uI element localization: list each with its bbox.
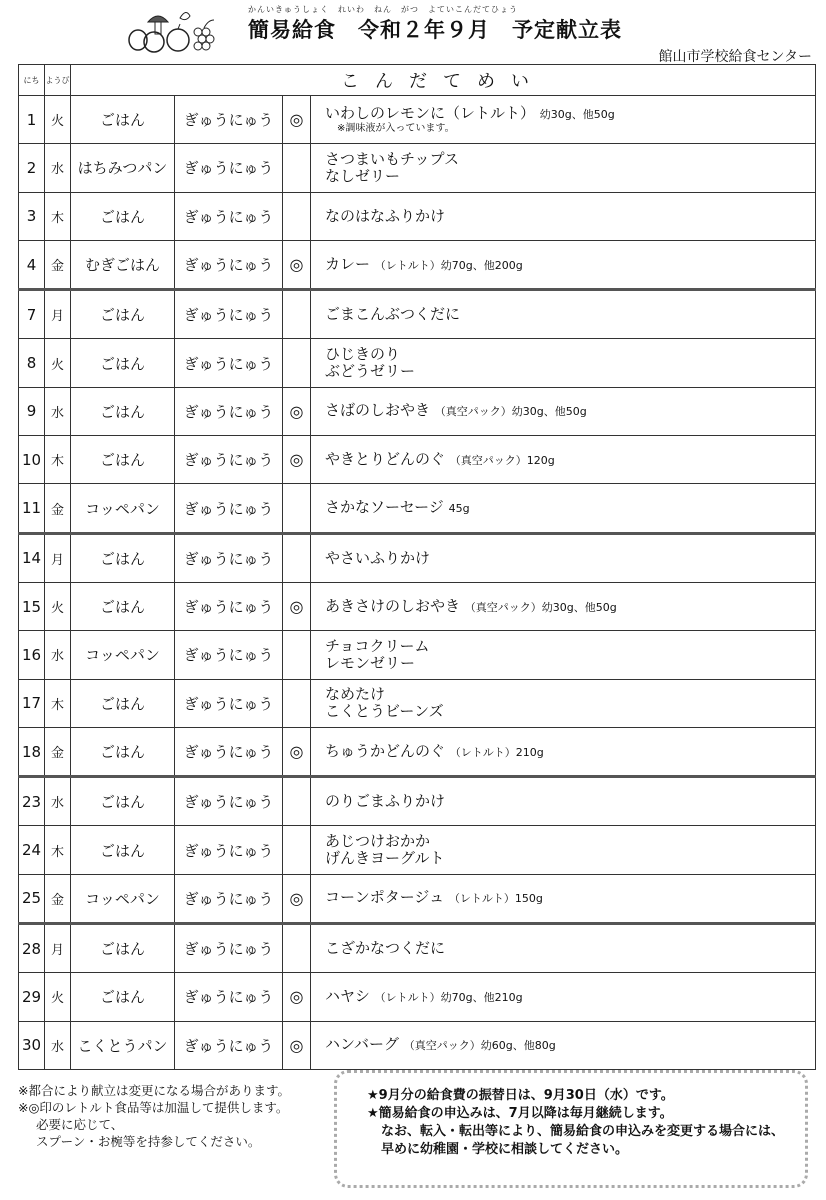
- weekday-cell: 木: [45, 826, 71, 874]
- dish-cell: [311, 436, 816, 484]
- dish-cell: [311, 96, 816, 144]
- milk-cell: ぎゅうにゅう: [175, 924, 283, 973]
- day-cell: 8: [19, 339, 45, 387]
- heated-mark-cell: ◎: [283, 874, 311, 923]
- day-cell: 10: [19, 436, 45, 484]
- dish-name: ごまこんぶつくだに: [325, 305, 461, 324]
- table-row: [19, 240, 816, 289]
- dish-name-secondary: ぶどうゼリー: [325, 362, 416, 381]
- staple-cell: コッペパン: [71, 484, 175, 533]
- dish-cell: [311, 973, 816, 1021]
- milk-cell: ぎゅうにゅう: [175, 631, 283, 679]
- table-row: [19, 339, 816, 387]
- milk-cell: ぎゅうにゅう: [175, 144, 283, 192]
- weekday-cell: 水: [45, 1021, 71, 1069]
- staple-cell: ごはん: [71, 777, 175, 826]
- dish-name: なのはなふりかけ: [325, 206, 446, 225]
- dish-cell: [311, 679, 816, 727]
- title-ruby: かんいきゅうしょく れいわ ねん がつ よていこんだてひょう: [248, 5, 518, 14]
- weekday-cell: 月: [45, 924, 71, 973]
- dish-line: [325, 889, 815, 907]
- day-cell: 4: [19, 240, 45, 289]
- dish-name: のりごまふりかけ: [325, 792, 446, 811]
- day-cell: 29: [19, 973, 45, 1021]
- staple-cell: むぎごはん: [71, 240, 175, 289]
- dish-cell: [311, 874, 816, 923]
- staple-cell: ごはん: [71, 973, 175, 1021]
- staple-cell: コッペパン: [71, 874, 175, 923]
- table-row: [19, 973, 816, 1021]
- heated-mark-cell: ◎: [283, 973, 311, 1021]
- menu-table: [18, 64, 816, 1070]
- dish-line: [325, 451, 815, 469]
- dish-cell: [311, 192, 816, 240]
- dish-line: [325, 499, 815, 517]
- dish-line: [325, 105, 815, 123]
- weekday-cell: 水: [45, 631, 71, 679]
- heated-mark-cell: ◎: [283, 240, 311, 289]
- milk-cell: ぎゅうにゅう: [175, 973, 283, 1021]
- staple-cell: ごはん: [71, 339, 175, 387]
- staple-cell: ごはん: [71, 826, 175, 874]
- milk-cell: ぎゅうにゅう: [175, 777, 283, 826]
- staple-cell: ごはん: [71, 679, 175, 727]
- weekday-cell: 月: [45, 533, 71, 582]
- heated-mark-cell: ◎: [283, 96, 311, 144]
- staple-cell: ごはん: [71, 533, 175, 582]
- dish-cell: [311, 777, 816, 826]
- milk-cell: ぎゅうにゅう: [175, 192, 283, 240]
- heated-mark-cell: [283, 826, 311, 874]
- staple-cell: こくとうパン: [71, 1021, 175, 1069]
- weekday-cell: 水: [45, 777, 71, 826]
- dish-cell: [311, 533, 816, 582]
- center-name: 館山市学校給食センター: [658, 49, 812, 65]
- dish-note: （真空パック）幼60g、他80g: [403, 1039, 556, 1053]
- milk-cell: ぎゅうにゅう: [175, 240, 283, 289]
- dish-cell: [311, 582, 816, 630]
- heated-mark-cell: [283, 144, 311, 192]
- notice-line: ★9月分の給食費の振替日は、9月30日（水）です。: [367, 1088, 674, 1103]
- dish-name: コーンポタージュ: [325, 888, 445, 907]
- day-cell: 18: [19, 727, 45, 776]
- weekday-cell: 火: [45, 582, 71, 630]
- dish-cell: [311, 924, 816, 973]
- heated-mark-cell: [283, 924, 311, 973]
- weekday-cell: 木: [45, 192, 71, 240]
- heated-mark-cell: [283, 631, 311, 679]
- milk-cell: ぎゅうにゅう: [175, 1021, 283, 1069]
- table-row: [19, 387, 816, 435]
- dish-name: やさいふりかけ: [325, 548, 431, 567]
- table-row: [19, 826, 816, 874]
- table-row: [19, 96, 816, 144]
- dish-line: [325, 306, 815, 323]
- dish-line: [325, 208, 815, 225]
- weekday-cell: 水: [45, 387, 71, 435]
- dish-name: さかなソーセージ: [325, 498, 444, 517]
- heated-mark-cell: [283, 484, 311, 533]
- weekday-cell: 火: [45, 96, 71, 144]
- dish-name-secondary: こくとうビーンズ: [325, 702, 444, 721]
- weekday-cell: 金: [45, 874, 71, 923]
- heated-mark-cell: ◎: [283, 582, 311, 630]
- milk-cell: ぎゅうにゅう: [175, 290, 283, 339]
- dish-cell: [311, 1021, 816, 1069]
- heated-mark-cell: [283, 192, 311, 240]
- table-row: [19, 192, 816, 240]
- staple-cell: ごはん: [71, 192, 175, 240]
- dish-line: [325, 256, 815, 274]
- heated-mark-cell: [283, 339, 311, 387]
- day-cell: 9: [19, 387, 45, 435]
- table-row: [19, 484, 816, 533]
- dish-note: （レトルト）210g: [449, 745, 544, 759]
- dish-name-secondary: げんきヨーグルト: [325, 849, 445, 868]
- dish-sub-note: ※調味液が入っています。: [337, 123, 455, 135]
- table-row: [19, 144, 816, 192]
- dish-note: 幼30g、他50g: [539, 108, 615, 122]
- dish-line: [325, 151, 815, 168]
- dish-line: [325, 743, 815, 761]
- staple-cell: ごはん: [71, 96, 175, 144]
- heated-mark-cell: [283, 777, 311, 826]
- notice-box: [334, 1070, 808, 1188]
- dish-note: （レトルト）幼70g、他200g: [374, 258, 523, 272]
- table-row: [19, 727, 816, 776]
- day-cell: 2: [19, 144, 45, 192]
- weekday-cell: 木: [45, 679, 71, 727]
- weekday-cell: 月: [45, 290, 71, 339]
- table-row: [19, 631, 816, 679]
- staple-cell: ごはん: [71, 387, 175, 435]
- dish-line: [325, 793, 815, 810]
- notice-line: 早めに幼稚園・学校に相談してください。: [381, 1142, 629, 1157]
- dish-note: （真空パック）120g: [449, 453, 555, 467]
- note-line: スプーン・お椀等を持参してください。: [36, 1134, 261, 1149]
- dish-name: いわしのレモンに（レトルト）: [325, 104, 536, 123]
- table-row: [19, 1021, 816, 1069]
- milk-cell: ぎゅうにゅう: [175, 436, 283, 484]
- staple-cell: ごはん: [71, 436, 175, 484]
- weekday-cell: 金: [45, 484, 71, 533]
- staple-cell: ごはん: [71, 924, 175, 973]
- weekday-cell: 水: [45, 144, 71, 192]
- vegetables-illustration-icon: [128, 2, 218, 54]
- note-line: ※都合により献立は変更になる場合があります。: [18, 1083, 290, 1098]
- dish-name: さつまいもチップス: [325, 149, 459, 168]
- day-cell: 28: [19, 924, 45, 973]
- heated-mark-cell: ◎: [283, 387, 311, 435]
- dish-note: （レトルト）幼70g、他210g: [374, 990, 523, 1004]
- milk-cell: ぎゅうにゅう: [175, 679, 283, 727]
- milk-cell: ぎゅうにゅう: [175, 484, 283, 533]
- page-header: [0, 0, 826, 66]
- dish-name: ハンバーグ: [325, 1035, 399, 1054]
- heated-mark-cell: [283, 533, 311, 582]
- dish-name: あきさけのしおやき: [325, 596, 461, 615]
- weekday-cell: 火: [45, 973, 71, 1021]
- staple-cell: コッペパン: [71, 631, 175, 679]
- day-cell: 25: [19, 874, 45, 923]
- dish-name: さばのしおやき: [325, 401, 431, 420]
- staple-cell: ごはん: [71, 290, 175, 339]
- note-line: ※◎印のレトルト食品等は加温して提供します。: [18, 1100, 289, 1115]
- dish-name: カレー: [325, 254, 371, 273]
- day-cell: 7: [19, 290, 45, 339]
- dish-name: あじつけおかか: [325, 832, 431, 851]
- day-cell: 3: [19, 192, 45, 240]
- dow-header: ようび: [45, 65, 71, 96]
- milk-cell: ぎゅうにゅう: [175, 96, 283, 144]
- dish-cell: [311, 484, 816, 533]
- milk-cell: ぎゅうにゅう: [175, 339, 283, 387]
- dish-note: 45g: [448, 502, 470, 516]
- day-cell: 1: [19, 96, 45, 144]
- dish-note: （真空パック）幼30g、他50g: [464, 600, 617, 614]
- day-cell: 16: [19, 631, 45, 679]
- dish-cell: [311, 240, 816, 289]
- dish-line: [325, 940, 815, 957]
- dish-cell: [311, 339, 816, 387]
- dish-line: [325, 638, 815, 655]
- dish-name: やきとりどんのぐ: [325, 449, 446, 468]
- table-row: [19, 436, 816, 484]
- dish-cell: [311, 631, 816, 679]
- dish-name: チョコクリーム: [325, 636, 430, 655]
- table-row: [19, 533, 816, 582]
- dish-name-secondary: なしゼリー: [325, 166, 401, 185]
- staple-cell: ごはん: [71, 727, 175, 776]
- dish-name: なめたけ: [325, 685, 386, 704]
- table-row: [19, 290, 816, 339]
- day-cell: 24: [19, 826, 45, 874]
- milk-cell: ぎゅうにゅう: [175, 387, 283, 435]
- dish-note: （真空パック）幼30g、他50g: [434, 405, 587, 419]
- milk-cell: ぎゅうにゅう: [175, 826, 283, 874]
- dish-cell: [311, 290, 816, 339]
- dish-line: [325, 988, 815, 1006]
- dish-note: （レトルト）150g: [448, 892, 543, 906]
- milk-cell: ぎゅうにゅう: [175, 727, 283, 776]
- dish-cell: [311, 826, 816, 874]
- day-cell: 15: [19, 582, 45, 630]
- day-cell: 11: [19, 484, 45, 533]
- dish-name: ちゅうかどんのぐ: [325, 741, 446, 760]
- dish-name: ハヤシ: [325, 986, 370, 1005]
- day-cell: 17: [19, 679, 45, 727]
- table-row: [19, 777, 816, 826]
- dish-line: [325, 686, 815, 703]
- dish-line: [325, 346, 815, 363]
- dish-line: [325, 1036, 815, 1054]
- table-row: [19, 679, 816, 727]
- weekday-cell: 木: [45, 436, 71, 484]
- dish-name: ひじきのり: [325, 345, 401, 364]
- dish-line: [325, 402, 815, 420]
- heated-mark-cell: [283, 290, 311, 339]
- table-row: [19, 874, 816, 923]
- dish-name-secondary: レモンゼリー: [325, 653, 416, 672]
- table-row: [19, 924, 816, 973]
- heated-mark-cell: [283, 679, 311, 727]
- weekday-cell: 火: [45, 339, 71, 387]
- milk-cell: ぎゅうにゅう: [175, 533, 283, 582]
- notice-line: ★簡易給食の申込みは、7月以降は毎月継続します。: [367, 1106, 673, 1121]
- day-cell: 30: [19, 1021, 45, 1069]
- staple-cell: ごはん: [71, 582, 175, 630]
- menu-header: こんだてめい: [71, 65, 816, 96]
- weekday-cell: 金: [45, 240, 71, 289]
- table-row: [19, 582, 816, 630]
- staple-cell: はちみつパン: [71, 144, 175, 192]
- dish-line: [325, 550, 815, 567]
- table-header-row: [19, 65, 816, 96]
- day-cell: 23: [19, 777, 45, 826]
- milk-cell: ぎゅうにゅう: [175, 874, 283, 923]
- dish-cell: [311, 144, 816, 192]
- left-notes: [18, 1082, 338, 1150]
- notice-line: なお、転入・転出等により、簡易給食の申込みを変更する場合には、: [381, 1124, 785, 1139]
- dish-name: こざかなつくだに: [325, 939, 446, 958]
- heated-mark-cell: ◎: [283, 436, 311, 484]
- dish-cell: [311, 727, 816, 776]
- dish-cell: [311, 387, 816, 435]
- milk-cell: ぎゅうにゅう: [175, 582, 283, 630]
- dish-line: [325, 833, 815, 850]
- heated-mark-cell: ◎: [283, 727, 311, 776]
- weekday-cell: 金: [45, 727, 71, 776]
- day-cell: 14: [19, 533, 45, 582]
- heated-mark-cell: ◎: [283, 1021, 311, 1069]
- dish-line: [325, 598, 815, 616]
- day-header: にち: [19, 65, 45, 96]
- note-line: 必要に応じて、: [36, 1117, 124, 1132]
- page-title: 簡易給食 令和２年９月 予定献立表: [248, 18, 622, 42]
- title-block: [248, 4, 622, 44]
